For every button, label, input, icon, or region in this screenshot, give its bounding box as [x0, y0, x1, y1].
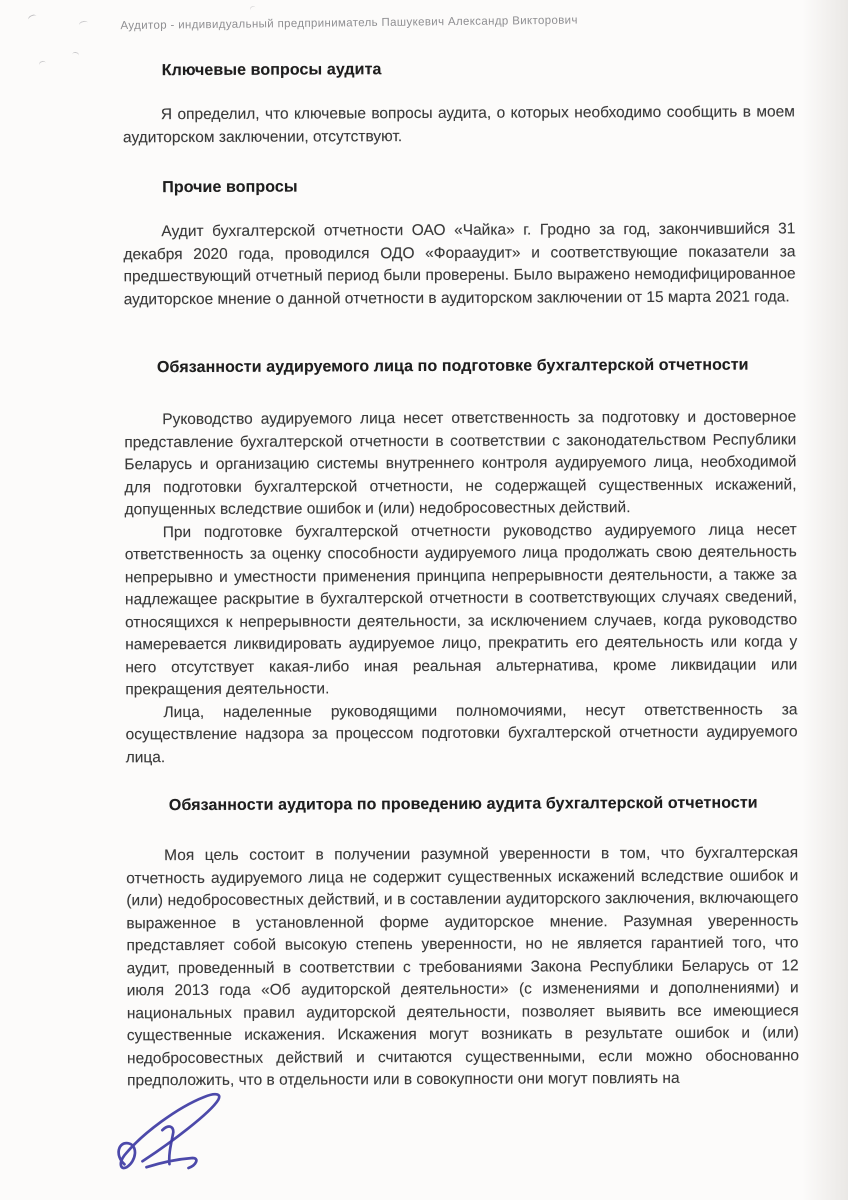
section-key-audit-matters: [123, 101, 795, 149]
paragraph: Руководство аудируемого лица несет ответственность за подготовку и достоверное представление бухгалтерской отчетности в соответствии с законодательством Республики Беларусь и организацию системы внутреннего контроля аудируемого лица, необходимой для подготовки бухгалтерской отчетности, не содержащей существенных искажений, допущенных вследствие ошибок и (или) недобросовестных действий.: [124, 408, 797, 519]
auditor-header-note: Аудитор - индивидуальный предприниматель Пашукевич Александр Викторович: [120, 14, 578, 33]
paragraph: Аудит бухгалтерской отчетности ОАО «Чайка» г. Гродно за год, закончившийся 31 декабря 2020 года, проводился ОДО «Форааудит» и соответствующие показатели за предшествующий отчетный период были проверены. Было выражено немодифицированное аудиторское мнение о данной отчетности в аудиторском заключении от 15 марта 2021 года.: [123, 220, 796, 308]
paragraph: Я определил, что ключевые вопросы аудита, о которых необходимо сообщить в моем аудиторском заключении, отсутствуют.: [122, 103, 795, 146]
heading-auditee-responsibilities: Обязанности аудируемого лица по подготовке бухгалтерской отчетности: [156, 356, 749, 377]
heading-key-audit-matters: Ключевые вопросы аудита: [161, 61, 382, 80]
section-auditee-responsibilities: [124, 406, 798, 769]
handwritten-signature: [112, 1091, 252, 1184]
heading-other-matters: Прочие вопросы: [162, 178, 298, 197]
section-auditor-responsibilities: [126, 842, 799, 1092]
section-other-matters: [123, 218, 795, 311]
signature-stem-stroke: [146, 1126, 196, 1168]
paragraph: При подготовке бухгалтерской отчетности руководство аудируемого лица несет ответственность за оценку способности аудируемого лица продолжать свою деятельность непрерывно и уместности применения принципа непрерывности деятельности, а также за надлежащее раскрытие в бухгалтерской отчетности в соответствующих случаях сведений, относящихся к непрерывности деятельности, за исключением случаев, когда руководство намеревается ликвидировать аудируемое лицо, прекратить его деятельность или когда у него отсутствует какая-либо иная реальная альтернатива, кроме ликвидации или прекращения деятельности.: [124, 520, 798, 699]
paragraph: Лица, наделенные руководящими полномочиями, несут ответственность за осуществление надзора за процессом подготовки бухгалтерской отчетности аудируемого лица.: [125, 700, 798, 766]
paragraph: Моя цель состоит в получении разумной уверенности в том, что бухгалтерская отчетность аудируемого лица не содержит существенных искажений вследствие ошибок и (или) недобросовестных действий, и в составлении аудиторского заключения, включающего выраженное в установленной форме аудиторское мнение. Разумная уверенность представляет собой высокую степень уверенности, но не является гарантией того, что аудит, проведенный в соответствии с требованиями Закона Республики Беларусь от 12 июля 2013 года «Об аудиторской деятельности» (с изменениями и дополнениями) и национальных правил аудиторской деятельности, позволяет выявить все имеющиеся существенные искажения. Искажения могут возникать в результате ошибок и (или) недобросовестных действий и считаются существенными, если можно обоснованно предположить, что в отдельности или в совокупности они могут повлиять на: [126, 844, 800, 1090]
heading-auditor-responsibilities: Обязанности аудитора по проведению аудита бухгалтерской отчетности: [168, 794, 758, 815]
